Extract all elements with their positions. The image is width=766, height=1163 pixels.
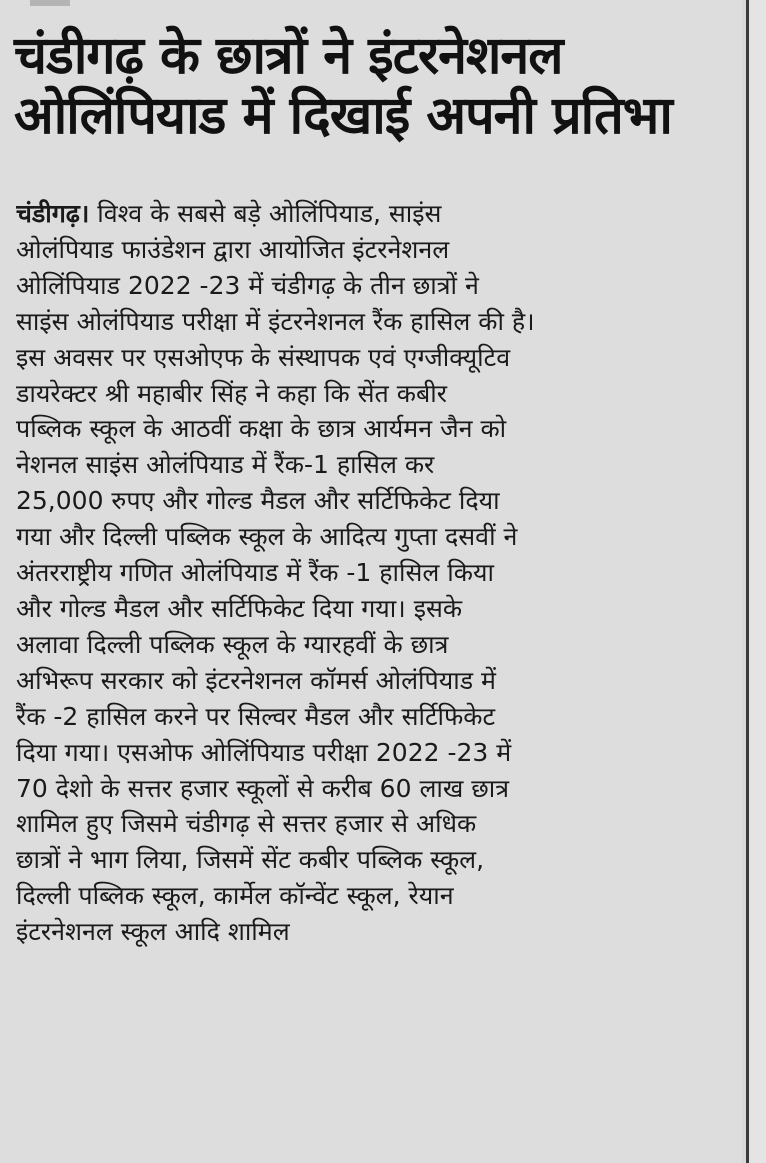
body-line: नेशनल साइंस ओलंपियाड में रैंक-1 हासिल कर (16, 450, 435, 480)
body-line: छात्रों ने भाग लिया, जिसमें सेंट कबीर पब्लिक स्कूल, (16, 845, 485, 875)
body-line: पब्लिक स्कूल के आठवीं कक्षा के छात्र आर्यमन जैन को (16, 414, 507, 444)
body-line: ओलंपियाड फाउंडेशन द्वारा आयोजित इंटरनेशनल (16, 234, 450, 264)
headline-line-1: चंडीगढ़ के छात्रों ने इंटरनेशनल (14, 26, 563, 86)
adjacent-column-edge (749, 0, 766, 1163)
body-line: अंतरराष्ट्रीय गणित ओलंपियाड में रैंक -1 हासिल किया (16, 558, 494, 588)
body-line: 70 देशो के सत्तर हजार स्कूलों से करीब 60 लाख छात्र (16, 773, 510, 803)
headline (14, 26, 734, 146)
body-line: रैंक -2 हासिल करने पर सिल्वर मैडल और सर्टिफिकेट (16, 701, 496, 731)
article-body (16, 196, 738, 950)
body-line: गया और दिल्ली पब्लिक स्कूल के आदित्य गुप्ता दसवीं ने (16, 522, 518, 552)
body-line: इंटरनेशनल स्कूल आदि शामिल (16, 917, 290, 947)
body-line: डायरेक्टर श्री महाबीर सिंह ने कहा कि सेंत कबीर (16, 378, 447, 408)
body-line: अभिरूप सरकार को इंटरनेशनल कॉमर्स ओलंपियाड में (16, 665, 496, 695)
body-line: 25,000 रुपए और गोल्ड मैडल और सर्टिफिकेट दिया (16, 486, 500, 516)
headline-line-2: ओलिंपियाड में दिखाई अपनी प्रतिभा (14, 86, 672, 146)
body-line: दिल्ली पब्लिक स्कूल, कार्मेल कॉन्वेंट स्कूल, रेयान (16, 881, 454, 911)
body-line-first (16, 196, 738, 232)
body-line: शामिल हुए जिसमे चंडीगढ़ से सत्तर हजार से अधिक (16, 809, 477, 839)
body-line: दिया गया। एसओफ ओलिंपियाड परीक्षा 2022 -23 में (16, 737, 512, 767)
torn-edge-mark (30, 0, 70, 6)
dateline: चंडीगढ़। (16, 199, 90, 228)
body-line: इस अवसर पर एसओएफ के संस्थापक एवं एग्जीक्यूटिव (16, 342, 511, 372)
body-line: अलावा दिल्ली पब्लिक स्कूल के ग्यारहवीं के छात्र (16, 629, 449, 659)
body-line: ओलिंपियाड 2022 -23 में चंडीगढ़ के तीन छात्रों ने (16, 270, 479, 300)
body-line: साइंस ओलंपियाड परीक्षा में इंटरनेशनल रैंक हासिल की है। (16, 306, 535, 336)
first-line-text: विश्व के सबसे बड़े ओलिंपियाड, साइंस (89, 199, 442, 228)
body-line: और गोल्ड मैडल और सर्टिफिकेट दिया गया। इसके (16, 593, 463, 623)
